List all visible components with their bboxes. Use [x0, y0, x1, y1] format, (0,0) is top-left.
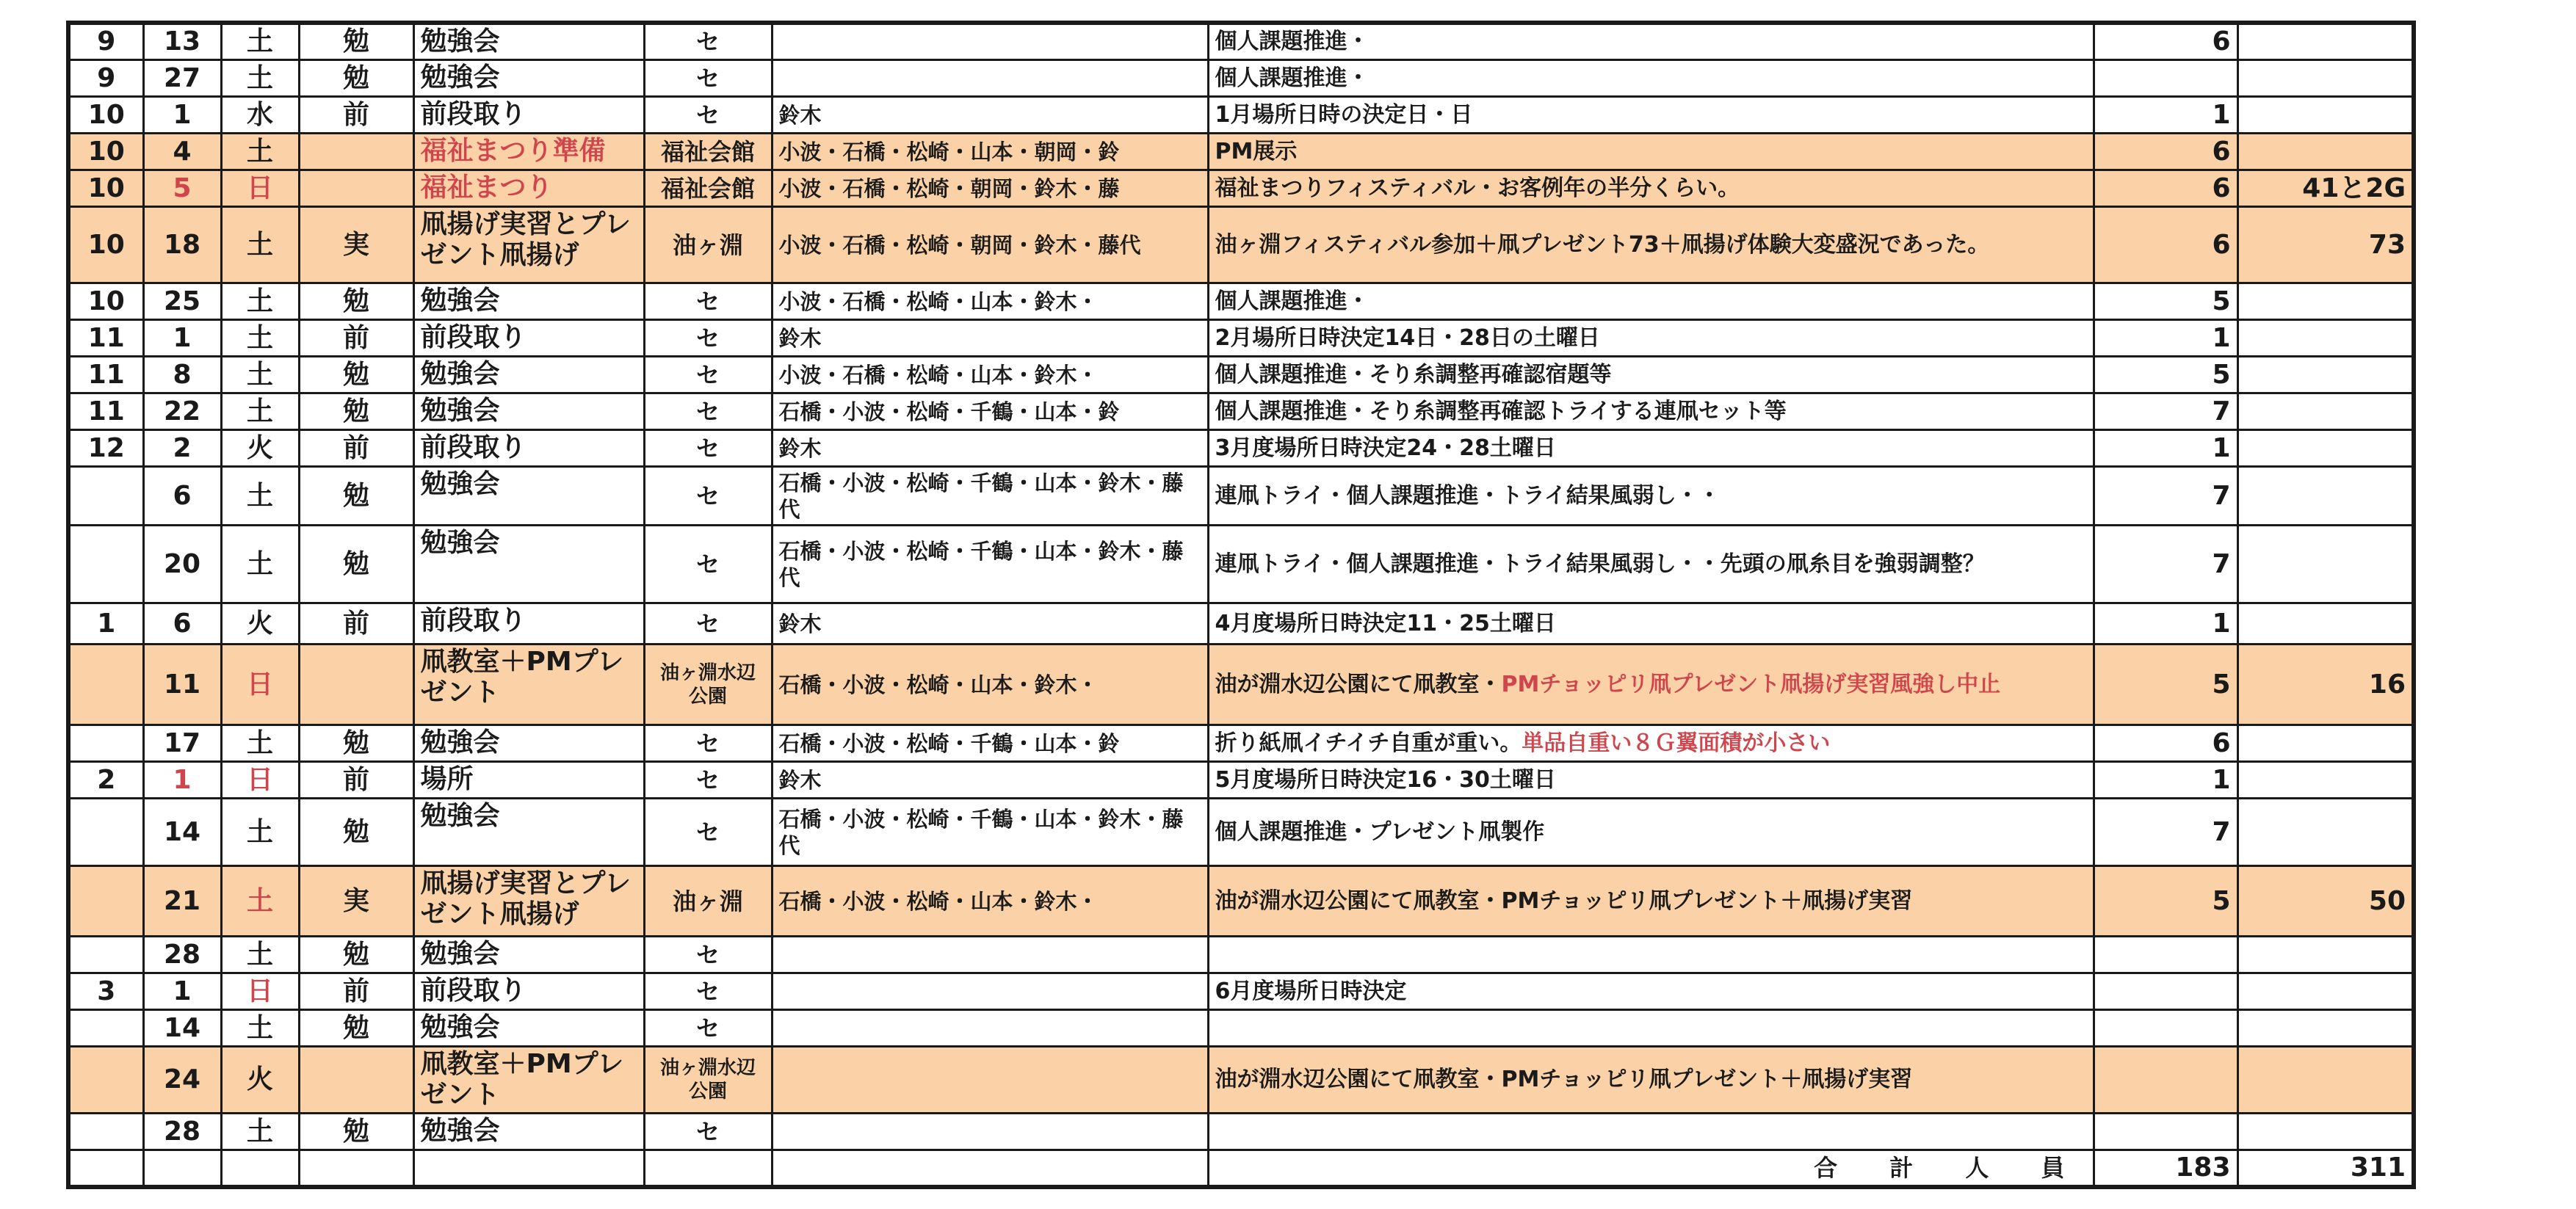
cell-empty: [772, 1150, 1208, 1187]
members-cell: 石橋・小波・松崎・千鶴・山本・鈴木・藤代: [772, 526, 1208, 603]
month-cell: [68, 526, 143, 603]
members-cell: 小波・石橋・松崎・山本・鈴木・: [772, 357, 1208, 393]
place-cell: セ: [644, 97, 772, 134]
event-cell: 福祉まつり: [413, 170, 644, 207]
event-cell: 凧揚げ実習とプレゼント凧揚げ: [413, 207, 644, 283]
place-cell: 油ヶ淵: [644, 866, 772, 937]
weekday-cell: 日: [221, 762, 299, 799]
gift-count-cell: 41と2G: [2237, 170, 2414, 207]
participants-cell: 5: [2094, 645, 2237, 725]
gift-count-cell: [2237, 725, 2414, 762]
place-cell: セ: [644, 60, 772, 97]
day-cell: 13: [143, 23, 221, 60]
type-cell: 勉: [299, 526, 413, 603]
weekday-cell: 火: [221, 603, 299, 645]
event-cell: 凧教室＋PMプレゼント: [413, 645, 644, 725]
place-cell: セ: [644, 1010, 772, 1047]
notes-highlight-text: 単品自重い８Ｇ翼面積が小さい: [1522, 730, 1831, 756]
weekday-cell: 土: [221, 1114, 299, 1150]
total-participants: 183: [2094, 1150, 2237, 1187]
notes-cell: 1月場所日時の決定日・日: [1208, 97, 2094, 134]
notes-cell: 個人課題推進・プレゼント凧製作: [1208, 799, 2094, 866]
type-cell: 前: [299, 97, 413, 134]
type-cell: 勉: [299, 1114, 413, 1150]
month-cell: 9: [68, 23, 143, 60]
weekday-cell: 土: [221, 526, 299, 603]
participants-cell: 5: [2094, 357, 2237, 393]
month-cell: 9: [68, 60, 143, 97]
participants-cell: 6: [2094, 725, 2237, 762]
event-cell: 勉強会: [413, 725, 644, 762]
gift-count-cell: [2237, 1047, 2414, 1114]
notes-cell: [1208, 1114, 2094, 1150]
month-cell: [68, 1010, 143, 1047]
type-cell: 前: [299, 762, 413, 799]
event-cell: 勉強会: [413, 1010, 644, 1047]
notes-cell: 連凧トライ・個人課題推進・トライ結果風弱し・・先頭の凧糸目を強弱調整？: [1208, 526, 2094, 603]
event-cell: 場所: [413, 762, 644, 799]
notes-cell: 個人課題推進・: [1208, 60, 2094, 97]
day-cell: 6: [143, 603, 221, 645]
type-cell: 勉: [299, 23, 413, 60]
table-row: [68, 134, 2414, 170]
month-cell: [68, 937, 143, 973]
day-cell: 18: [143, 207, 221, 283]
place-cell: セ: [644, 526, 772, 603]
table-row: [68, 320, 2414, 357]
participants-cell: 1: [2094, 430, 2237, 467]
type-cell: 前: [299, 320, 413, 357]
place-cell: セ: [644, 762, 772, 799]
totals-row: [68, 1150, 2414, 1187]
notes-cell: 個人課題推進・: [1208, 23, 2094, 60]
place-cell: 油ヶ淵: [644, 207, 772, 283]
members-cell: [772, 60, 1208, 97]
day-cell: 20: [143, 526, 221, 603]
notes-cell: 油が淵水辺公園にて凧教室・PMチョッピリ凧プレゼント＋凧揚げ実習: [1208, 866, 2094, 937]
month-cell: 3: [68, 973, 143, 1010]
gift-count-cell: [2237, 97, 2414, 134]
event-cell: 勉強会: [413, 1114, 644, 1150]
month-cell: 10: [68, 170, 143, 207]
weekday-cell: 土: [221, 467, 299, 526]
table-body: [68, 23, 2414, 1150]
table-row: [68, 207, 2414, 283]
day-cell: 1: [143, 762, 221, 799]
gift-count-cell: 16: [2237, 645, 2414, 725]
members-cell: 石橋・小波・松崎・千鶴・山本・鈴木・藤代: [772, 799, 1208, 866]
gift-count-cell: [2237, 430, 2414, 467]
members-cell: [772, 1114, 1208, 1150]
day-cell: 14: [143, 799, 221, 866]
place-cell: 福祉会館: [644, 170, 772, 207]
type-cell: 実: [299, 207, 413, 283]
weekday-cell: 土: [221, 207, 299, 283]
month-cell: [68, 1047, 143, 1114]
type-cell: [299, 134, 413, 170]
place-cell: セ: [644, 320, 772, 357]
day-cell: 21: [143, 866, 221, 937]
notes-cell: 福祉まつりフィスティバル・お客例年の半分くらい。: [1208, 170, 2094, 207]
event-cell: 勉強会: [413, 60, 644, 97]
participants-cell: 6: [2094, 134, 2237, 170]
notes-cell: [1208, 937, 2094, 973]
table-row: [68, 762, 2414, 799]
place-cell: 油ヶ淵水辺公園: [644, 1047, 772, 1114]
participants-cell: [2094, 1010, 2237, 1047]
event-cell: 勉強会: [413, 357, 644, 393]
gift-count-cell: [2237, 357, 2414, 393]
table-row: [68, 393, 2414, 430]
event-cell: 勉強会: [413, 283, 644, 320]
type-cell: 勉: [299, 467, 413, 526]
members-cell: 小波・石橋・松崎・山本・鈴木・: [772, 283, 1208, 320]
participants-cell: [2094, 973, 2237, 1010]
type-cell: 勉: [299, 799, 413, 866]
notes-cell: 個人課題推進・: [1208, 283, 2094, 320]
weekday-cell: 土: [221, 357, 299, 393]
table-row: [68, 937, 2414, 973]
type-cell: 勉: [299, 393, 413, 430]
members-cell: 鈴木: [772, 762, 1208, 799]
day-cell: 1: [143, 320, 221, 357]
day-cell: 5: [143, 170, 221, 207]
place-cell: セ: [644, 603, 772, 645]
event-cell: 福祉まつり準備: [413, 134, 644, 170]
day-cell: 8: [143, 357, 221, 393]
place-cell: セ: [644, 393, 772, 430]
gift-count-cell: [2237, 320, 2414, 357]
table-row: [68, 866, 2414, 937]
members-cell: 小波・石橋・松崎・朝岡・鈴木・藤: [772, 170, 1208, 207]
activity-log-table: [66, 21, 2416, 1189]
type-cell: 勉: [299, 1010, 413, 1047]
event-cell: 凧揚げ実習とプレゼント凧揚げ: [413, 866, 644, 937]
month-cell: [68, 725, 143, 762]
type-cell: 実: [299, 866, 413, 937]
table-row: [68, 357, 2414, 393]
month-cell: 10: [68, 207, 143, 283]
month-cell: 11: [68, 357, 143, 393]
type-cell: 勉: [299, 725, 413, 762]
members-cell: [772, 1010, 1208, 1047]
weekday-cell: 日: [221, 170, 299, 207]
table-row: [68, 973, 2414, 1010]
place-cell: セ: [644, 283, 772, 320]
notes-cell: 個人課題推進・そり糸調整再確認宿題等: [1208, 357, 2094, 393]
day-cell: 2: [143, 430, 221, 467]
month-cell: [68, 467, 143, 526]
gift-count-cell: [2237, 937, 2414, 973]
place-cell: セ: [644, 357, 772, 393]
gift-count-cell: [2237, 799, 2414, 866]
day-cell: 28: [143, 1114, 221, 1150]
table-row: [68, 1047, 2414, 1114]
weekday-cell: 土: [221, 23, 299, 60]
participants-cell: [2094, 1047, 2237, 1114]
day-cell: 14: [143, 1010, 221, 1047]
type-cell: 前: [299, 430, 413, 467]
participants-cell: 6: [2094, 23, 2237, 60]
month-cell: 11: [68, 320, 143, 357]
gift-count-cell: 50: [2237, 866, 2414, 937]
members-cell: 石橋・小波・松崎・千鶴・山本・鈴: [772, 725, 1208, 762]
event-cell: 勉強会: [413, 23, 644, 60]
month-cell: 12: [68, 430, 143, 467]
members-cell: 鈴木: [772, 430, 1208, 467]
event-cell: 前段取り: [413, 430, 644, 467]
place-cell: セ: [644, 430, 772, 467]
notes-cell: [1208, 725, 2094, 762]
type-cell: 勉: [299, 283, 413, 320]
type-cell: 勉: [299, 60, 413, 97]
gift-count-cell: [2237, 1114, 2414, 1150]
event-cell: 凧教室＋PMプレゼント: [413, 1047, 644, 1114]
cell-empty: [644, 1150, 772, 1187]
notes-cell: 4月度場所日時決定11・25土曜日: [1208, 603, 2094, 645]
cell-empty: [143, 1150, 221, 1187]
participants-cell: 6: [2094, 170, 2237, 207]
notes-highlight-text: PMチョッピリ凧プレゼント凧揚げ実習風強し中止: [1501, 671, 2001, 697]
members-cell: [772, 23, 1208, 60]
participants-cell: 5: [2094, 283, 2237, 320]
place-cell: 油ヶ淵水辺公園: [644, 645, 772, 725]
table-row: [68, 1010, 2414, 1047]
members-cell: 小波・石橋・松崎・朝岡・鈴木・藤代: [772, 207, 1208, 283]
participants-cell: 5: [2094, 866, 2237, 937]
notes-cell: 3月度場所日時決定24・28土曜日: [1208, 430, 2094, 467]
participants-cell: 7: [2094, 799, 2237, 866]
members-cell: 石橋・小波・松崎・千鶴・山本・鈴木・藤代: [772, 467, 1208, 526]
day-cell: 1: [143, 97, 221, 134]
weekday-cell: 土: [221, 1010, 299, 1047]
participants-cell: 7: [2094, 393, 2237, 430]
type-cell: 勉: [299, 357, 413, 393]
month-cell: [68, 1114, 143, 1150]
event-cell: 前段取り: [413, 973, 644, 1010]
notes-cell: PM展示: [1208, 134, 2094, 170]
weekday-cell: 土: [221, 799, 299, 866]
table-row: [68, 1114, 2414, 1150]
members-cell: 石橋・小波・松崎・千鶴・山本・鈴: [772, 393, 1208, 430]
participants-cell: [2094, 60, 2237, 97]
participants-cell: 1: [2094, 603, 2237, 645]
place-cell: 福祉会館: [644, 134, 772, 170]
table-row: [68, 170, 2414, 207]
event-cell: 勉強会: [413, 393, 644, 430]
weekday-cell: 日: [221, 645, 299, 725]
gift-count-cell: 73: [2237, 207, 2414, 283]
month-cell: [68, 645, 143, 725]
participants-cell: 1: [2094, 320, 2237, 357]
notes-cell: 個人課題推進・そり糸調整再確認トライする連凧セット等: [1208, 393, 2094, 430]
gift-count-cell: [2237, 526, 2414, 603]
notes-cell: [1208, 1010, 2094, 1047]
day-cell: 25: [143, 283, 221, 320]
gift-count-cell: [2237, 134, 2414, 170]
month-cell: 2: [68, 762, 143, 799]
table-row: [68, 430, 2414, 467]
weekday-cell: 土: [221, 320, 299, 357]
gift-count-cell: [2237, 1010, 2414, 1047]
table-row: [68, 603, 2414, 645]
month-cell: [68, 799, 143, 866]
table-row: [68, 23, 2414, 60]
members-cell: 鈴木: [772, 97, 1208, 134]
day-cell: 27: [143, 60, 221, 97]
day-cell: 24: [143, 1047, 221, 1114]
place-cell: セ: [644, 973, 772, 1010]
weekday-cell: 土: [221, 283, 299, 320]
cell-empty: [221, 1150, 299, 1187]
type-cell: [299, 1047, 413, 1114]
event-cell: 勉強会: [413, 526, 644, 603]
participants-cell: 1: [2094, 762, 2237, 799]
day-cell: 28: [143, 937, 221, 973]
type-cell: 勉: [299, 937, 413, 973]
event-cell: 勉強会: [413, 799, 644, 866]
members-cell: 石橋・小波・松崎・山本・鈴木・: [772, 866, 1208, 937]
type-cell: 前: [299, 603, 413, 645]
month-cell: 10: [68, 97, 143, 134]
weekday-cell: 日: [221, 973, 299, 1010]
type-cell: [299, 170, 413, 207]
table-row: [68, 526, 2414, 603]
members-cell: [772, 973, 1208, 1010]
gift-count-cell: [2237, 23, 2414, 60]
table-row: [68, 60, 2414, 97]
members-cell: [772, 1047, 1208, 1114]
weekday-cell: 土: [221, 393, 299, 430]
place-cell: セ: [644, 937, 772, 973]
place-cell: セ: [644, 467, 772, 526]
weekday-cell: 土: [221, 937, 299, 973]
day-cell: 6: [143, 467, 221, 526]
participants-cell: 7: [2094, 526, 2237, 603]
table-row: [68, 467, 2414, 526]
notes-cell: 油ヶ淵フィスティバル参加＋凧プレゼント73＋凧揚げ体験大変盛況であった。: [1208, 207, 2094, 283]
totals-label: 合 計 人 員: [1208, 1150, 2094, 1187]
participants-cell: 6: [2094, 207, 2237, 283]
day-cell: 4: [143, 134, 221, 170]
gift-count-cell: [2237, 762, 2414, 799]
cell-empty: [299, 1150, 413, 1187]
weekday-cell: 水: [221, 97, 299, 134]
month-cell: 10: [68, 283, 143, 320]
day-cell: 1: [143, 973, 221, 1010]
month-cell: [68, 866, 143, 937]
participants-cell: 1: [2094, 97, 2237, 134]
table-row: [68, 283, 2414, 320]
members-cell: [772, 937, 1208, 973]
event-cell: 勉強会: [413, 937, 644, 973]
participants-cell: [2094, 937, 2237, 973]
event-cell: 前段取り: [413, 603, 644, 645]
gift-count-cell: [2237, 60, 2414, 97]
weekday-cell: 土: [221, 725, 299, 762]
table-row: [68, 97, 2414, 134]
gift-count-cell: [2237, 467, 2414, 526]
weekday-cell: 火: [221, 430, 299, 467]
gift-count-cell: [2237, 973, 2414, 1010]
cell-empty: [68, 1150, 143, 1187]
event-cell: 前段取り: [413, 320, 644, 357]
cell-empty: [413, 1150, 644, 1187]
members-cell: 鈴木: [772, 603, 1208, 645]
month-cell: 1: [68, 603, 143, 645]
table-row: [68, 725, 2414, 762]
day-cell: 11: [143, 645, 221, 725]
month-cell: 10: [68, 134, 143, 170]
place-cell: セ: [644, 725, 772, 762]
event-cell: 前段取り: [413, 97, 644, 134]
place-cell: セ: [644, 1114, 772, 1150]
place-cell: セ: [644, 23, 772, 60]
gift-count-cell: [2237, 283, 2414, 320]
notes-cell: [1208, 645, 2094, 725]
table-row: [68, 645, 2414, 725]
weekday-cell: 土: [221, 134, 299, 170]
participants-cell: [2094, 1114, 2237, 1150]
place-cell: セ: [644, 799, 772, 866]
members-cell: 石橋・小波・松崎・山本・鈴木・: [772, 645, 1208, 725]
day-cell: 17: [143, 725, 221, 762]
notes-text: 油が淵水辺公園にて凧教室・: [1215, 671, 1502, 697]
gift-count-cell: [2237, 603, 2414, 645]
notes-cell: 6月度場所日時決定: [1208, 973, 2094, 1010]
event-cell: 勉強会: [413, 467, 644, 526]
total-gifts: 311: [2237, 1150, 2414, 1187]
notes-text: 折り紙凧イチイチ自重が重い。: [1215, 730, 1522, 756]
members-cell: 鈴木: [772, 320, 1208, 357]
day-cell: 22: [143, 393, 221, 430]
notes-cell: 5月度場所日時決定16・30土曜日: [1208, 762, 2094, 799]
weekday-cell: 土: [221, 866, 299, 937]
type-cell: [299, 645, 413, 725]
notes-cell: 連凧トライ・個人課題推進・トライ結果風弱し・・: [1208, 467, 2094, 526]
notes-cell: 2月場所日時決定14日・28日の土曜日: [1208, 320, 2094, 357]
month-cell: 11: [68, 393, 143, 430]
table-row: [68, 799, 2414, 866]
weekday-cell: 火: [221, 1047, 299, 1114]
notes-cell: 油が淵水辺公園にて凧教室・PMチョッピリ凧プレゼント＋凧揚げ実習: [1208, 1047, 2094, 1114]
participants-cell: 7: [2094, 467, 2237, 526]
type-cell: 前: [299, 973, 413, 1010]
weekday-cell: 土: [221, 60, 299, 97]
gift-count-cell: [2237, 393, 2414, 430]
members-cell: 小波・石橋・松崎・山本・朝岡・鈴: [772, 134, 1208, 170]
